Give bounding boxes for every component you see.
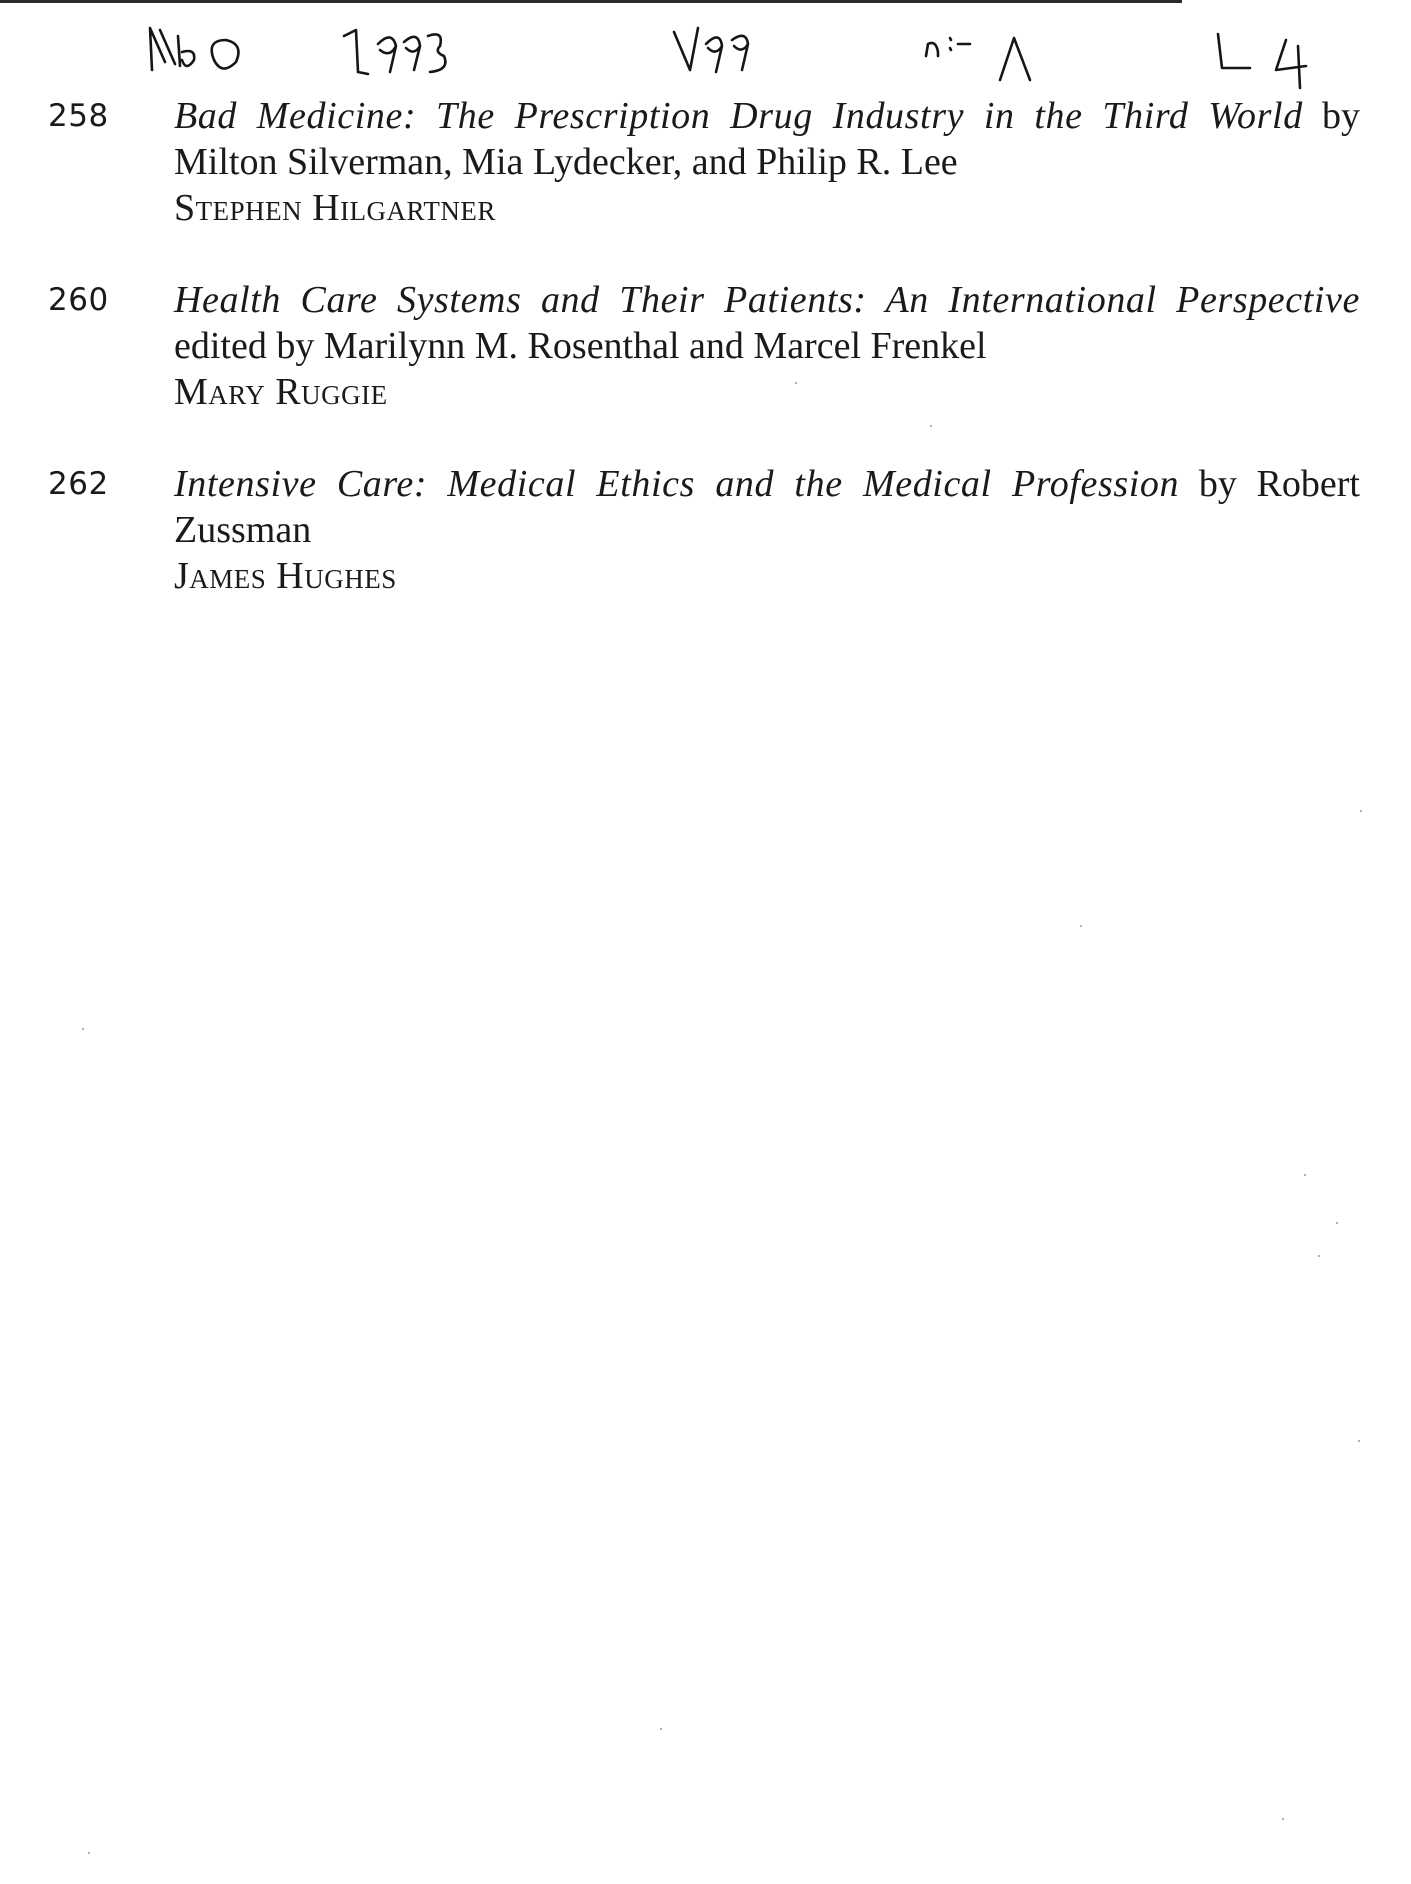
page-number: 262 [48,466,109,502]
book-citation [174,93,1360,185]
book-citation [174,461,1360,553]
entry-body [174,93,1360,231]
scan-speck [1318,1255,1320,1257]
reviewer-name: Stephen Hilgartner [174,187,496,229]
book-citation [174,277,1360,369]
page-number: 260 [48,282,109,318]
scan-speck [1360,810,1362,812]
handwriting-strokes [0,0,1411,90]
scan-speck [1358,1440,1360,1442]
book-authors: by Robert Zussman [174,463,1360,551]
entry-body [174,277,1360,415]
entry-body [174,461,1360,599]
book-authors: edited by Marilynn M. Rosenthal and Marcel Frenkel [174,325,987,367]
scan-speck [88,1852,90,1854]
scan-speck [1336,1222,1338,1224]
review-list [48,93,1360,645]
scan-speck [660,1728,662,1730]
book-title: Health Care Systems and Their Patients: An International Perspective [174,279,1360,321]
scan-speck [82,1028,84,1030]
page-number: 258 [48,98,109,134]
reviewer-name: James Hughes [174,555,397,597]
book-title: Intensive Care: Medical Ethics and the Medical Profession [174,463,1180,505]
book-title: Bad Medicine: The Prescription Drug Industry in the Third World [174,95,1303,137]
reviewer-name: Mary Ruggie [174,371,388,413]
scan-speck [1304,1174,1306,1176]
review-entry [48,277,1360,415]
scan-speck [1080,925,1082,927]
scan-speck [1282,1818,1284,1820]
scan-speck [795,382,797,384]
review-entry [48,461,1360,599]
review-entry [48,93,1360,231]
scan-speck [930,425,932,427]
book-authors: by Milton Silverman, Mia Lydecker, and Philip R. Lee [174,95,1360,183]
